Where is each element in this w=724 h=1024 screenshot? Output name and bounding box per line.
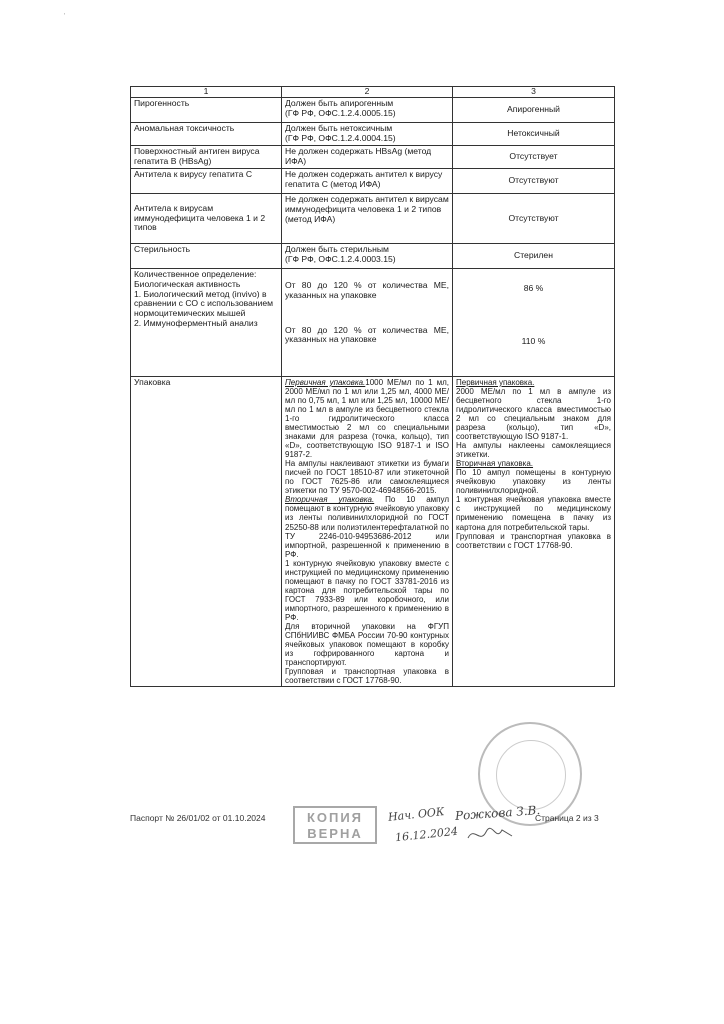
labels-text: На ампулы наклеены самоклеящиеся этикетки.	[456, 441, 611, 460]
passport-footer: Паспорт № 26/01/02 от 01.10.2024	[130, 813, 266, 823]
result-biological: 86 %	[523, 283, 544, 293]
result-cell: Стерилен	[453, 244, 615, 269]
page-number: Страница 2 из 3	[535, 813, 599, 823]
requirement-elisa: От 80 до 120 % от количества МЕ, указанных на упаковке	[285, 324, 449, 345]
table-row	[131, 194, 615, 244]
table-row	[131, 123, 615, 146]
secondary-packaging-title: Вторичная упаковка.	[285, 495, 375, 505]
result-cell: Нетоксичный	[453, 123, 615, 146]
primary-packaging-text: 2000 МЕ/мл по 1 мл в ампуле из бесцветного стекла 1-го гидролитического класса вместимостью 2 мл со специальным знаком для разреза (кольцо), тип «D», соответствующую ISO 9187-1.	[456, 387, 611, 442]
requirement-cell: Должен быть нетоксичным (ГФ РФ, ОФС.1.2.4.0004.15)	[282, 123, 453, 146]
primary-packaging-text: 1000 МЕ/мл по 1 мл, 2000 МЕ/мл по 1 мл или 1,25 мл, 4000 МЕ/мл по 0,75 мл, 1 мл или 1,25 мл, 10000 МЕ/мл по 1 мл в ампуле из бесцветного стекла 1-го гидролитического класса вместимостью 2 мл со специальными знаками для разреза (точка, кольцо), тип «D», соответствующую ISO 9187-1 и ISO 9187-2.	[285, 378, 450, 460]
parameter-cell: Антитела к вирусу гепатита С	[131, 169, 282, 194]
secondary-packaging-title: Вторичная упаковка.	[456, 459, 534, 469]
requirement-cell: Не должен содержать антител к вирусу гепатита С (метод ИФА)	[282, 169, 453, 194]
parameter-cell: Пирогенность	[131, 98, 282, 123]
requirement-cell: Не должен содержать антител к вирусам иммунодефицита человека 1 и 2 типов (метод ИФА)	[282, 194, 453, 244]
group-packaging-text: Групповая и транспортная упаковка в соответствии с ГОСТ 17768-90.	[285, 667, 449, 686]
result-cell: Отсутствует	[453, 146, 615, 169]
header-col-3: 3	[453, 87, 615, 98]
packaging-row	[131, 377, 615, 687]
requirement-cell: Не должен содержать HBsAg (метод ИФА)	[282, 146, 453, 169]
packaging-requirement-cell	[282, 377, 453, 687]
parameter-cell: Поверхностный антиген вируса гепатита В (HBsAg)	[131, 146, 282, 169]
header-col-2: 2	[282, 87, 453, 98]
requirement-cell: Должен быть апирогенным (ГФ РФ, ОФС.1.2.4.0005.15)	[282, 98, 453, 123]
quantitative-row	[131, 269, 615, 377]
table-row	[131, 244, 615, 269]
requirement-cell: Должен быть стерильным (ГФ РФ, ОФС.1.2.4.0003.15)	[282, 244, 453, 269]
parameter-cell: Стерильность	[131, 244, 282, 269]
parameter-cell: Аномальная токсичность	[131, 123, 282, 146]
scan-mark: ˈ	[63, 12, 66, 21]
stamp-line-2: ВЕРНА	[307, 826, 363, 841]
labels-text: На ампулы наклеивают этикетки из бумаги писчей по ГОСТ 18510-87 или этикеточной по ГОСТ 7625-86 или самоклеящиеся этикетки по ТУ 9570-002-46948566-2015.	[285, 459, 449, 496]
stamp-line-1: КОПИЯ	[306, 810, 364, 825]
secondary-packaging-text: По 10 ампул помещены в контурную ячейковую упаковку из ленты поливинилхлоридной.	[456, 468, 611, 496]
table-row	[131, 146, 615, 169]
copy-verified-stamp	[293, 806, 377, 844]
box-text: 1 контурная ячейковая упаковка вместе с инструкцией по медицинскому применению помещена в пачку из картона для потребительской тары.	[456, 495, 611, 532]
signature-scribble	[466, 824, 516, 846]
result-cell	[453, 269, 615, 377]
secondary-packaging-text: По 10 ампул помещают в контурную ячейковую упаковку из ленты поливинилхлоридной по ГОСТ 25250-88 или полиэтилентерефталатной по ТУ 2246-010-94953686-2012 или импортной, разрешенной к применению в РФ.	[285, 495, 449, 559]
result-cell: Апирогенный	[453, 98, 615, 123]
packaging-result-cell	[453, 377, 615, 687]
primary-packaging-title: Первичная упаковка.	[285, 378, 366, 387]
primary-packaging-title: Первичная упаковка.	[456, 378, 535, 387]
parameter-cell: Количественное определение: Биологическая активность 1. Биологический метод (invivo) в сравнении с СО с использованием нормоцитемических мышей 2. Иммуноферментный анализ	[131, 269, 282, 377]
header-row	[131, 87, 615, 98]
round-seal-inner	[496, 740, 566, 810]
specification-table	[130, 86, 615, 687]
box-text: 1 контурную ячейковую упаковку вместе с инструкцией по медицинскому применению помещают в пачку по ГОСТ 33781-2016 из картона для потребительской тары по ГОСТ 7933-89 или коробочного, или импортного, разрешенного к применению в РФ.	[285, 558, 449, 622]
parameter-cell: Антитела к вирусам иммунодефицита человека 1 и 2 типов	[131, 194, 282, 244]
requirement-biological: От 80 до 120 % от количества МЕ, указанных на упаковке	[285, 280, 449, 300]
result-cell: Отсутствуют	[453, 169, 615, 194]
group-packaging-text: Групповая и транспортная упаковка в соответствии с ГОСТ 17768-90.	[456, 531, 611, 550]
handwritten-title: Нач. ООК	[387, 805, 446, 824]
table-row	[131, 169, 615, 194]
header-col-1: 1	[131, 87, 282, 98]
result-elisa: 110 %	[521, 335, 546, 346]
ffgup-text: Для вторичной упаковки на ФГУП СПбНИИВС ФМБА России 70-90 контурных ячейковых упаковок помещают в коробку из гофрированного картона и транспортируют.	[285, 621, 449, 667]
result-cell: Отсутствуют	[453, 194, 615, 244]
parameter-cell: Упаковка	[131, 377, 282, 687]
table-row	[131, 98, 615, 123]
handwritten-signature-name: Рожкова З.В.	[454, 803, 541, 823]
handwritten-date: 16.12.2024	[394, 824, 459, 845]
requirement-cell	[282, 269, 453, 377]
